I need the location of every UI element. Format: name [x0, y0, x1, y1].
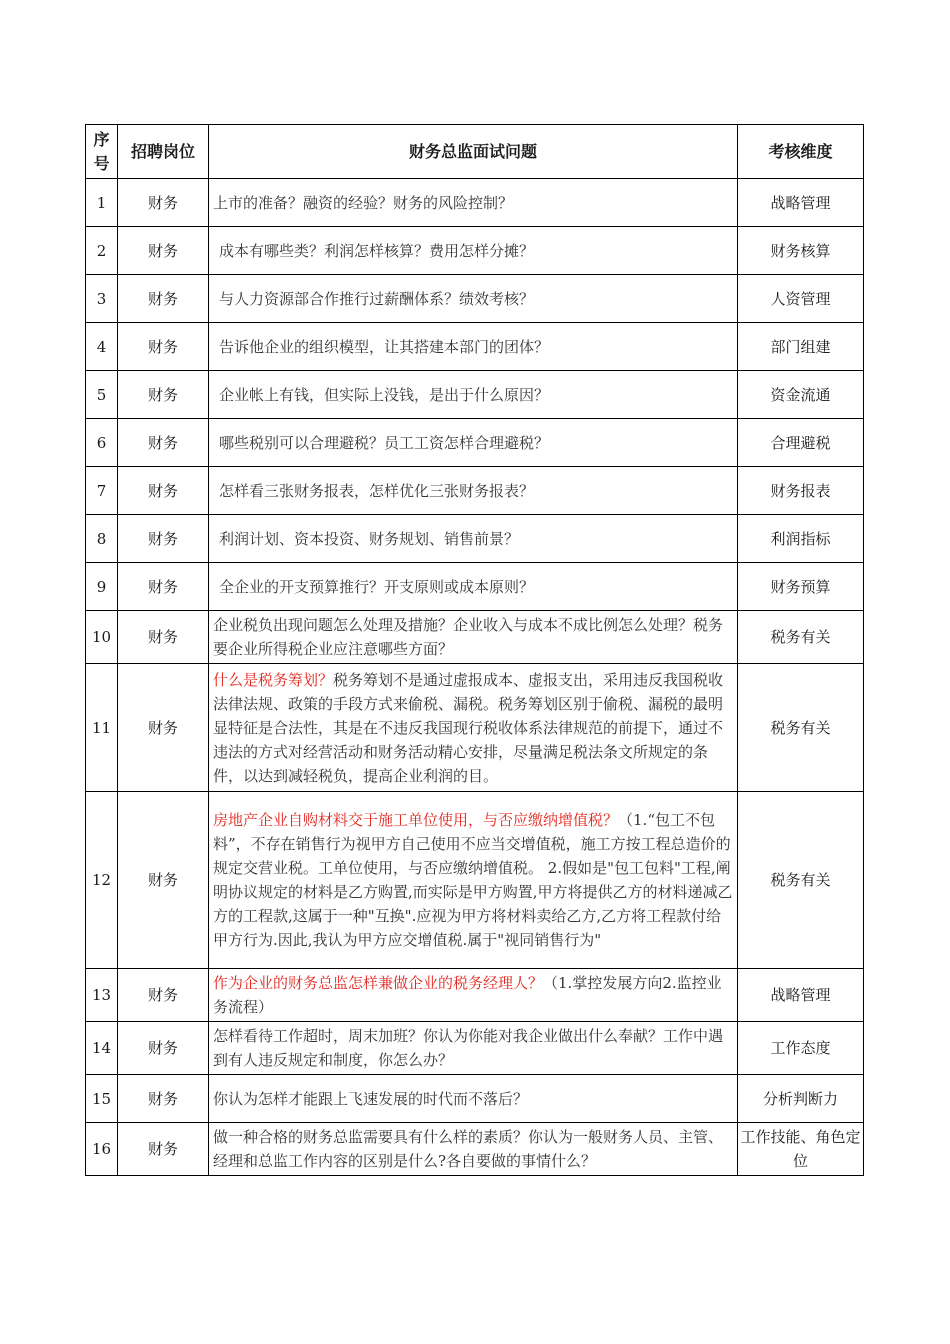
row-dimension: 合理避税: [738, 419, 864, 467]
row-position: 财务: [118, 323, 209, 371]
row-number: 15: [86, 1075, 118, 1123]
row-dimension: 财务报表: [738, 467, 864, 515]
question-text: 企业税负出现问题怎么处理及措施？企业收入与成本不成比例怎么处理？税务要企业所得税企业应注意哪些方面？: [213, 616, 724, 658]
row-position: 财务: [118, 1123, 209, 1176]
row-dimension: 税务有关: [738, 664, 864, 792]
row-dimension: 分析判断力: [738, 1075, 864, 1123]
table-row: [86, 1123, 864, 1176]
row-number: 2: [86, 227, 118, 275]
row-position: 财务: [118, 563, 209, 611]
row-dimension: 资金流通: [738, 371, 864, 419]
row-number: 11: [86, 664, 118, 792]
question-highlight: 作为企业的财务总监怎样兼做企业的税务经理人？: [213, 974, 544, 992]
table-row: [86, 179, 864, 227]
row-question: [209, 563, 738, 611]
table-row: [86, 467, 864, 515]
row-question: [209, 419, 738, 467]
table-row: [86, 792, 864, 969]
header-seq: 序号: [86, 125, 118, 179]
question-text: 利润计划、资本投资、财务规划、销售前景？: [219, 529, 520, 548]
question-text: 成本有哪些类？利润怎样核算？费用怎样分摊？: [219, 241, 535, 260]
row-number: 14: [86, 1022, 118, 1075]
question-text: 怎样看待工作超时，周末加班？你认为你能对我企业做出什么奉献？工作中遇到有人违反规定和制度，你怎么办？: [213, 1027, 724, 1069]
row-position: 财务: [118, 371, 209, 419]
row-position: 财务: [118, 792, 209, 969]
table-row: [86, 611, 864, 664]
row-position: 财务: [118, 611, 209, 664]
row-question: [209, 179, 738, 227]
row-number: 1: [86, 179, 118, 227]
table-row: [86, 323, 864, 371]
row-question: [209, 371, 738, 419]
row-number: 12: [86, 792, 118, 969]
row-number: 13: [86, 969, 118, 1022]
row-dimension: 战略管理: [738, 179, 864, 227]
question-text: 做一种合格的财务总监需要具有什么样的素质？你认为一般财务人员、主管、经理和总监工作内容的区别是什么?各自要做的事情什么？: [213, 1128, 724, 1170]
table-row: [86, 563, 864, 611]
table-row: [86, 1022, 864, 1075]
header-position: 招聘岗位: [118, 125, 209, 179]
row-question: [209, 664, 738, 792]
row-question: [209, 227, 738, 275]
question-text: （1.掌控发展方向2.监控业务流程）: [213, 974, 722, 1016]
row-position: 财务: [118, 664, 209, 792]
table-row: [86, 371, 864, 419]
row-dimension: 部门组建: [738, 323, 864, 371]
question-text: 上市的准备？融资的经验？财务的风险控制？: [213, 193, 514, 212]
row-position: 财务: [118, 969, 209, 1022]
row-position: 财务: [118, 1022, 209, 1075]
row-question: [209, 611, 738, 664]
row-question: [209, 323, 738, 371]
question-text: 你认为怎样才能跟上飞速发展的时代而不落后？: [213, 1089, 529, 1108]
interview-questions-table: [85, 124, 864, 1176]
question-highlight: 房地产企业自购材料交于施工单位使用，与否应缴纳增值税？: [213, 811, 619, 829]
row-position: 财务: [118, 275, 209, 323]
question-text: 哪些税别可以合理避税？员工工资怎样合理避税？: [219, 433, 550, 452]
row-question: [209, 515, 738, 563]
row-position: 财务: [118, 1075, 209, 1123]
row-number: 8: [86, 515, 118, 563]
row-number: 7: [86, 467, 118, 515]
row-dimension: 利润指标: [738, 515, 864, 563]
row-question: [209, 792, 738, 969]
row-number: 10: [86, 611, 118, 664]
header-question: 财务总监面试问题: [209, 125, 738, 179]
row-dimension: 工作技能、角色定位: [738, 1123, 864, 1176]
row-question: [209, 1022, 738, 1075]
header-dimension: 考核维度: [738, 125, 864, 179]
question-text: （1.“包工不包料”，不存在销售行为视甲方自己使用不应当交增值税，施工方按工程总造价的规定交营业税。工单位使用，与否应缴纳增值税。 2.假如是"包工包料"工程,阐明协议规定的材料是乙方购置,而实际是甲方购置,甲方将提供乙方的材料递减乙方的工程款,这属于一种"互换".应视为甲方将材料卖给乙方,乙方将工程款付给甲方行为.因此,我认为甲方应交增值税.属于"视同销售行为": [213, 811, 733, 949]
question-text: 全企业的开支预算推行？开支原则或成本原则？: [219, 577, 535, 596]
table-row: [86, 275, 864, 323]
row-dimension: 税务有关: [738, 611, 864, 664]
row-number: 16: [86, 1123, 118, 1176]
row-number: 9: [86, 563, 118, 611]
row-number: 3: [86, 275, 118, 323]
row-number: 5: [86, 371, 118, 419]
question-text: 税务筹划不是通过虚报成本、虚报支出，采用违反我国税收法律法规、政策的手段方式来偷税、漏税。税务筹划区别于偷税、漏税的最明显特征是合法性，其是在不违反我国现行税收体系法律规范的前提下，通过不违法的方式对经营活动和财务活动精心安排，尽量满足税法条文所规定的条件，以达到减轻税负，提高企业利润的目。: [213, 670, 724, 785]
row-position: 财务: [118, 515, 209, 563]
row-dimension: 财务预算: [738, 563, 864, 611]
row-question: [209, 969, 738, 1022]
table-row: [86, 664, 864, 792]
row-dimension: 财务核算: [738, 227, 864, 275]
table-header-row: [86, 125, 864, 179]
question-highlight: 什么是税务筹划？: [213, 670, 334, 689]
row-question: [209, 467, 738, 515]
table-row: [86, 969, 864, 1022]
row-number: 6: [86, 419, 118, 467]
table-row: [86, 1075, 864, 1123]
row-dimension: 工作态度: [738, 1022, 864, 1075]
row-question: [209, 275, 738, 323]
table-row: [86, 227, 864, 275]
table-row: [86, 515, 864, 563]
row-dimension: 税务有关: [738, 792, 864, 969]
row-question: [209, 1075, 738, 1123]
row-number: 4: [86, 323, 118, 371]
row-position: 财务: [118, 227, 209, 275]
row-dimension: 人资管理: [738, 275, 864, 323]
table-row: [86, 419, 864, 467]
question-text: 怎样看三张财务报表，怎样优化三张财务报表？: [219, 481, 535, 500]
question-text: 企业帐上有钱，但实际上没钱，是出于什么原因？: [219, 385, 550, 404]
row-position: 财务: [118, 419, 209, 467]
row-position: 财务: [118, 179, 209, 227]
question-text: 与人力资源部合作推行过薪酬体系？绩效考核？: [219, 289, 535, 308]
question-text: 告诉他企业的组织模型，让其搭建本部门的团体？: [219, 337, 550, 356]
row-dimension: 战略管理: [738, 969, 864, 1022]
row-position: 财务: [118, 467, 209, 515]
row-question: [209, 1123, 738, 1176]
